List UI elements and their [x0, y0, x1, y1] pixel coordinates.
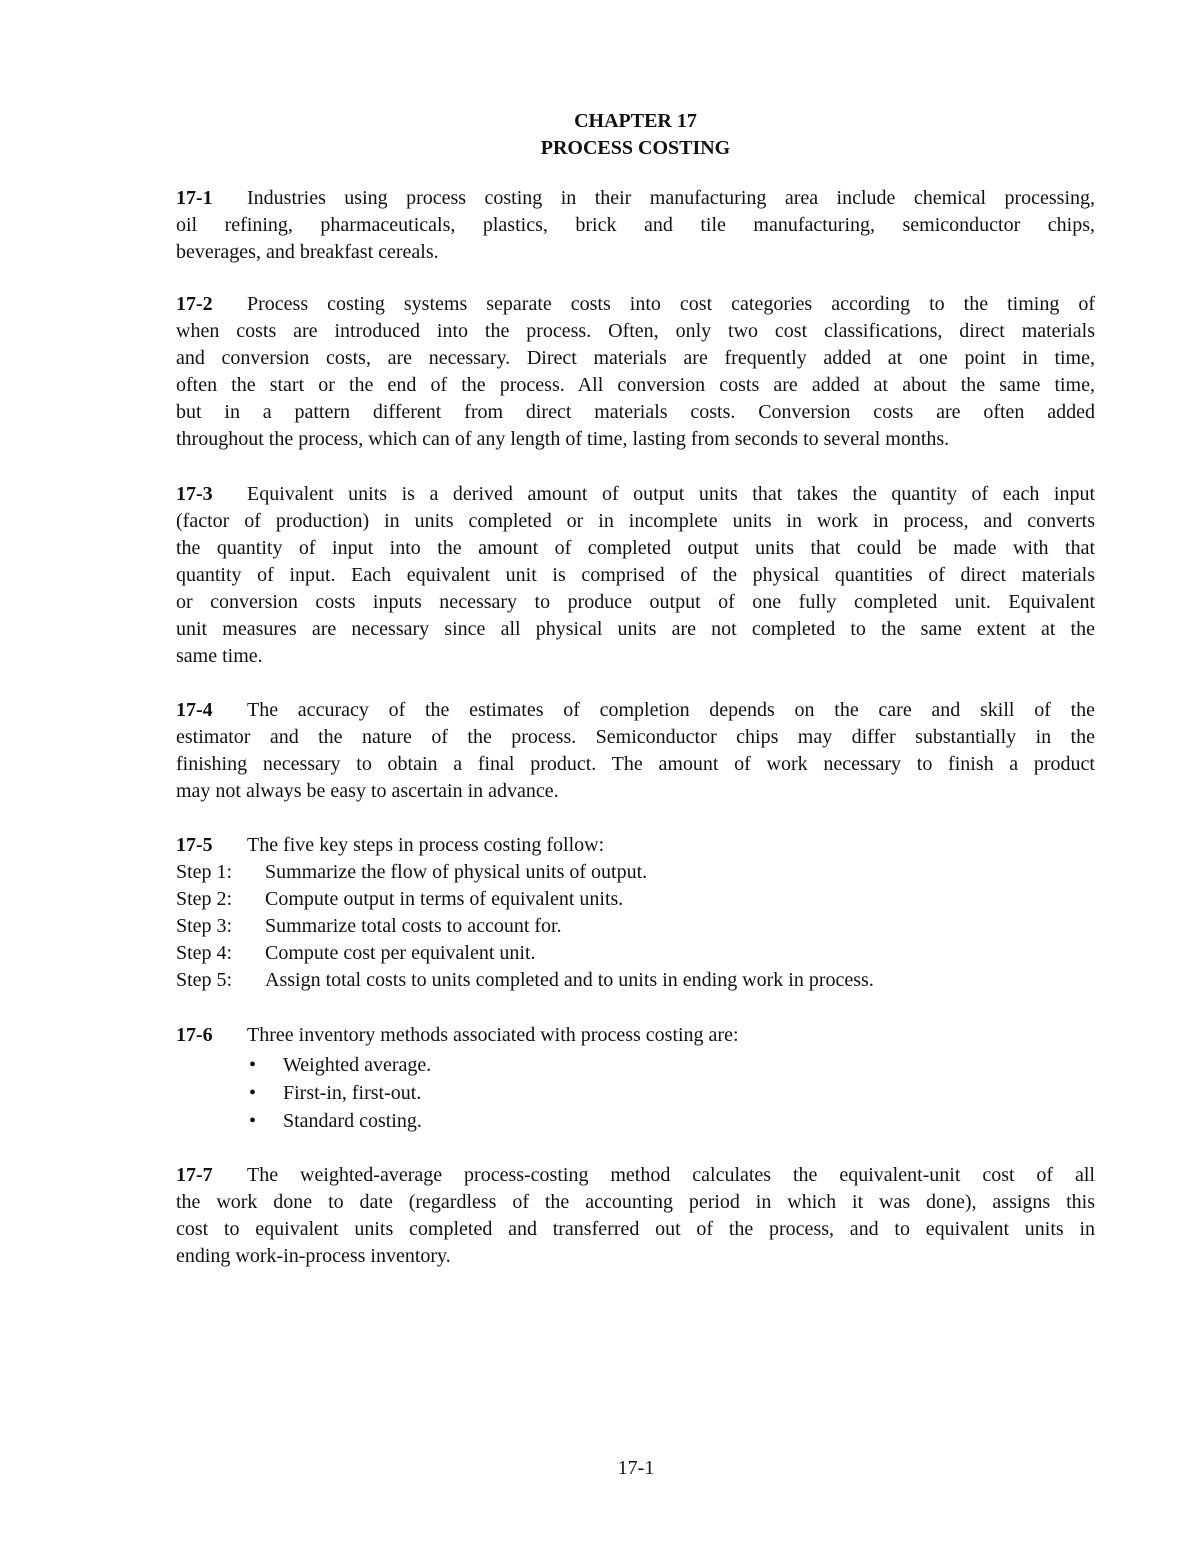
- step-text: Summarize the flow of physical units of output.: [265, 861, 648, 883]
- question-number: 17-2: [176, 293, 213, 315]
- text-line: finishing necessary to obtain a final product. The amount of work necessary to finish a product: [176, 753, 1095, 775]
- text-line: Industries using process costing in their manufacturing area include chemical processing,: [247, 187, 1095, 209]
- paragraph-17-2: [176, 291, 1095, 453]
- text-line: The weighted-average process-costing method calculates the equivalent-unit cost of all: [247, 1164, 1095, 1186]
- question-number: 17-3: [176, 483, 213, 505]
- text-line: quantity of input. Each equivalent unit is comprised of the physical quantities of direct materials: [176, 564, 1095, 586]
- paragraph-17-4: [176, 697, 1095, 805]
- step-item: [176, 859, 1095, 886]
- text-line: The five key steps in process costing follow:: [247, 834, 605, 856]
- step-item: [176, 913, 1095, 940]
- text-line: beverages, and breakfast cereals.: [176, 241, 439, 263]
- text-line: Process costing systems separate costs into cost categories according to the timing of: [247, 293, 1095, 315]
- question-number: 17-4: [176, 699, 213, 721]
- bullet-icon: •: [249, 1082, 257, 1104]
- text-line: same time.: [176, 645, 263, 667]
- step-text: Summarize total costs to account for.: [265, 915, 562, 937]
- paragraph-17-3: [176, 481, 1095, 670]
- text-line: (factor of production) in units completed or in incomplete units in work in process, and converts: [176, 510, 1095, 532]
- step-label: Step 5:: [176, 969, 233, 991]
- page-number: 17-1: [617, 1457, 655, 1479]
- step-label: Step 2:: [176, 888, 233, 910]
- bullet-text: First-in, first-out.: [283, 1082, 422, 1104]
- text-line: the quantity of input into the amount of completed output units that could be made with that: [176, 537, 1095, 559]
- text-line: and conversion costs, are necessary. Direct materials are frequently added at one point in time,: [176, 347, 1095, 369]
- bullet-item: [176, 1051, 1095, 1079]
- text-line: Equivalent units is a derived amount of output units that takes the quantity of each input: [247, 483, 1095, 505]
- bullet-text: Weighted average.: [283, 1054, 432, 1076]
- step-label: Step 4:: [176, 942, 233, 964]
- paragraph-17-1: [176, 185, 1095, 266]
- text-line: often the start or the end of the process. All conversion costs are added at about the same time,: [176, 374, 1095, 396]
- step-text: Compute cost per equivalent unit.: [265, 942, 536, 964]
- paragraph-17-7: [176, 1162, 1095, 1270]
- text-line: may not always be easy to ascertain in advance.: [176, 780, 559, 802]
- text-line: the work done to date (regardless of the accounting period in which it was done), assigns this: [176, 1191, 1095, 1213]
- text-line: or conversion costs inputs necessary to produce output of one fully completed unit. Equivalent: [176, 591, 1095, 613]
- step-label: Step 1:: [176, 861, 233, 883]
- text-line: cost to equivalent units completed and transferred out of the process, and to equivalent units in: [176, 1218, 1095, 1240]
- question-number: 17-5: [176, 834, 213, 856]
- step-text: Compute output in terms of equivalent units.: [265, 888, 624, 910]
- text-line: but in a pattern different from direct materials costs. Conversion costs are often added: [176, 401, 1095, 423]
- text-line: oil refining, pharmaceuticals, plastics, brick and tile manufacturing, semiconductor chips,: [176, 214, 1095, 236]
- bullet-icon: •: [249, 1110, 257, 1132]
- text-line: when costs are introduced into the process. Often, only two cost classifications, direct materials: [176, 320, 1095, 342]
- chapter-title: PROCESS COSTING: [540, 137, 731, 159]
- text-line: unit measures are necessary since all physical units are not completed to the same extent at the: [176, 618, 1095, 640]
- text-line: ending work-in-process inventory.: [176, 1245, 451, 1267]
- paragraph-17-6: [176, 1022, 1095, 1135]
- bullet-icon: •: [249, 1054, 257, 1076]
- chapter-number: CHAPTER 17: [574, 110, 697, 132]
- text-line: throughout the process, which can of any length of time, lasting from seconds to several months.: [176, 428, 950, 450]
- text-line: Three inventory methods associated with process costing are:: [247, 1024, 739, 1046]
- step-item: [176, 967, 1095, 994]
- step-item: [176, 940, 1095, 967]
- question-number: 17-1: [176, 187, 213, 209]
- chapter-heading: [176, 108, 1095, 162]
- step-item: [176, 886, 1095, 913]
- paragraph-17-5: [176, 832, 1095, 994]
- bullet-item: [176, 1107, 1095, 1135]
- question-number: 17-7: [176, 1164, 213, 1186]
- text-line: estimator and the nature of the process. Semiconductor chips may differ substantially in the: [176, 726, 1095, 748]
- text-line: The accuracy of the estimates of completion depends on the care and skill of the: [247, 699, 1095, 721]
- bullet-item: [176, 1079, 1095, 1107]
- step-text: Assign total costs to units completed and to units in ending work in process.: [265, 969, 874, 991]
- question-number: 17-6: [176, 1024, 213, 1046]
- step-label: Step 3:: [176, 915, 233, 937]
- bullet-text: Standard costing.: [283, 1110, 422, 1132]
